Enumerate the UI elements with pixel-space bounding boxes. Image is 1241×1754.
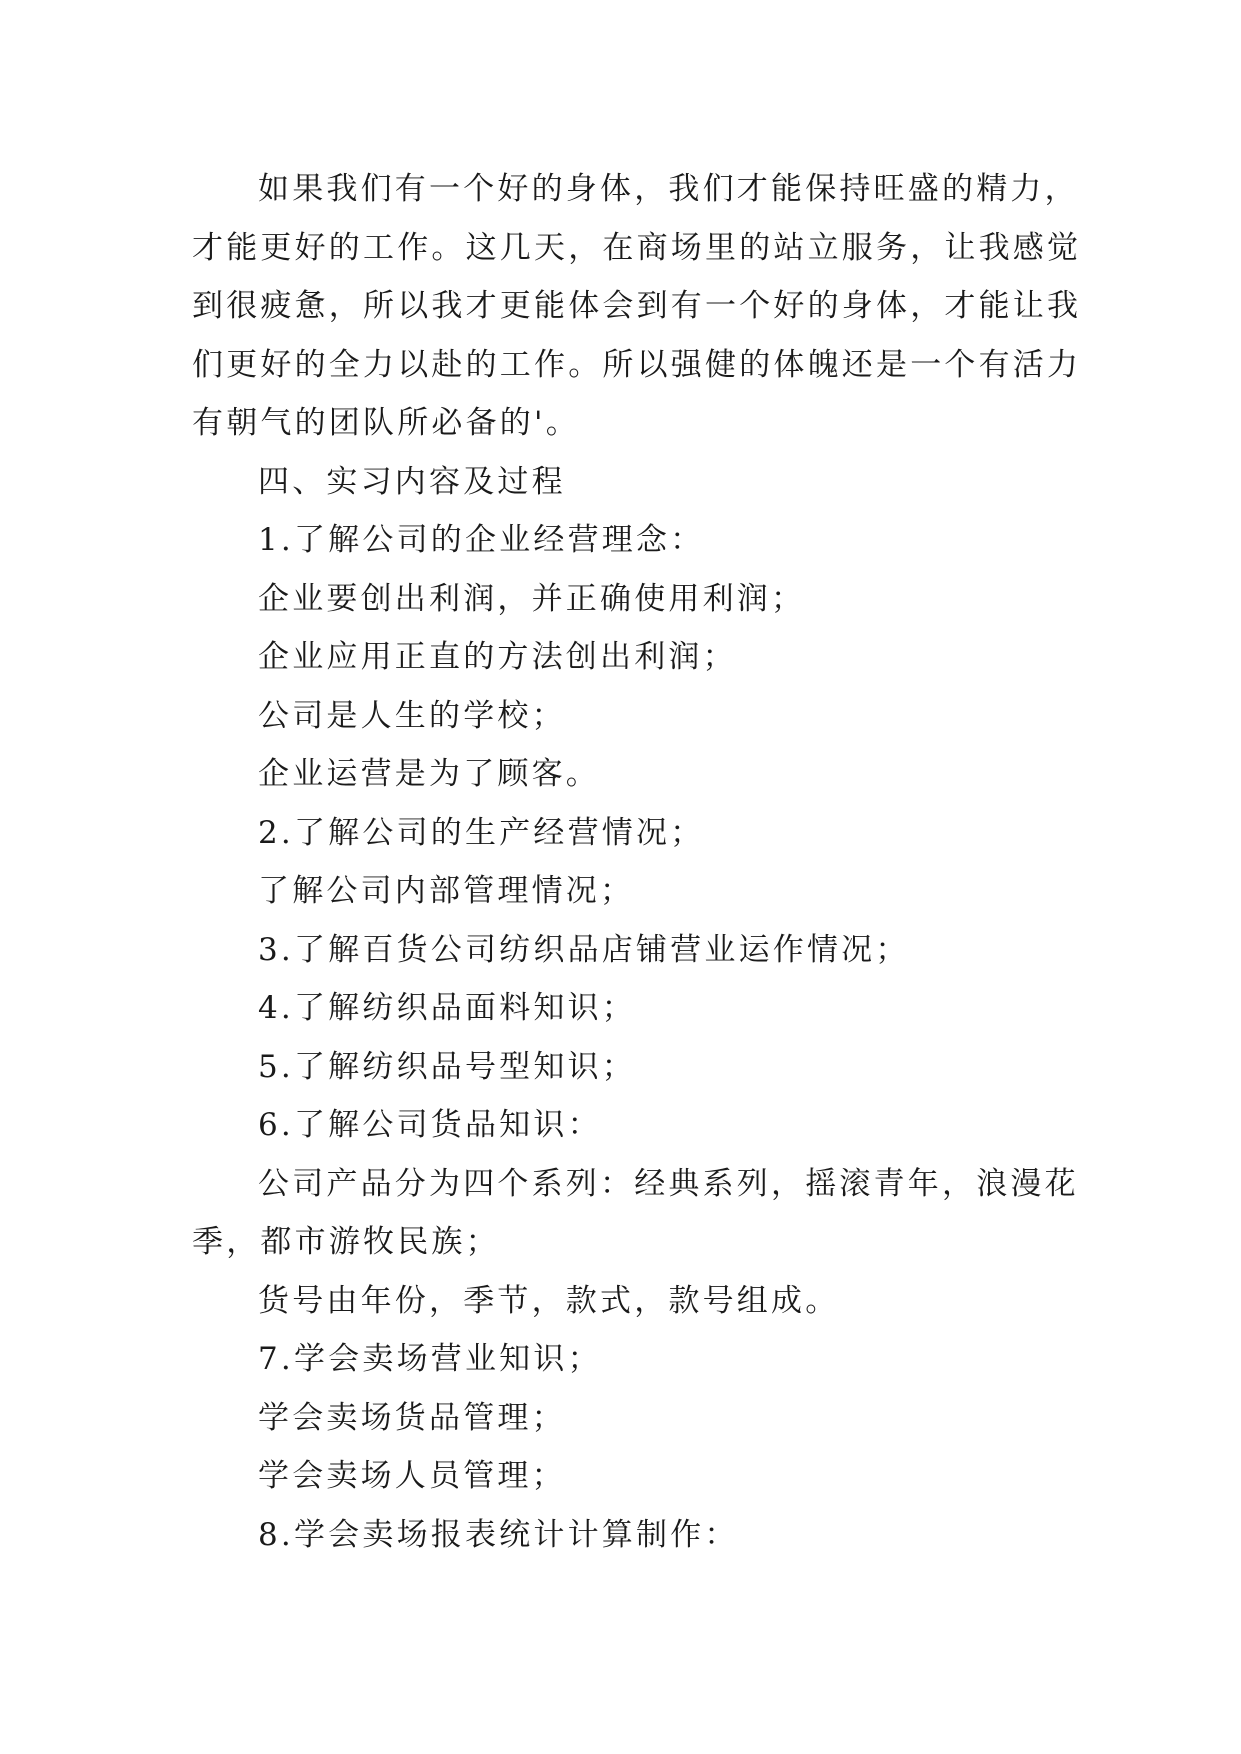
text-line: 才能更好的工作。这几天，在商场里的站立服务，让我感觉 [192,229,1082,266]
list-item: 公司是人生的学校； [258,697,566,734]
list-item: 7.学会卖场营业知识； [258,1341,602,1377]
list-item: 了解公司内部管理情况； [258,873,635,909]
list-item: 5.了解纺织品号型知识； [258,1048,636,1085]
text-line: 如果我们有一个好的身体，我们才能保持旺盛的精力， [258,171,1079,207]
list-item: 6.了解公司货品知识： [258,1107,602,1143]
list-item: 学会卖场货品管理； [258,1399,566,1436]
list-item: 企业应用正直的方法创出利润； [258,639,737,675]
list-item: 8.学会卖场报表统计计算制作： [258,1516,739,1553]
list-item: 企业要创出利润，并正确使用利润； [258,580,806,617]
section-heading: 四、实习内容及过程 [258,463,566,500]
list-item: 3.了解百货公司纺织品店铺营业运作情况； [258,931,910,968]
list-item: 企业运营是为了顾客。 [258,756,600,792]
paragraph-health [192,160,1082,453]
list-item: 4.了解纺织品面料知识； [258,990,636,1026]
document-body [192,160,1082,1564]
list-item: 货号由年份，季节，款式，款号组成。 [258,1282,840,1319]
text-line: 公司产品分为四个系列：经典系列，摇滚青年，浪漫花 [258,1165,1079,1202]
list-item: 2.了解公司的生产经营情况； [258,814,705,851]
text-line: 季，都市游牧民族； [192,1224,500,1260]
paragraph-product-series [192,1155,1079,1272]
text-line: 有朝气的团队所必备的'。 [192,405,580,441]
list-item: 学会卖场人员管理； [258,1458,566,1494]
list-item: 1.了解公司的企业经营理念： [258,522,705,558]
text-line: 到很疲惫，所以我才更能体会到有一个好的身体，才能让我 [192,288,1082,324]
text-line: 们更好的全力以赴的工作。所以强健的体魄还是一个有活力 [192,346,1082,383]
